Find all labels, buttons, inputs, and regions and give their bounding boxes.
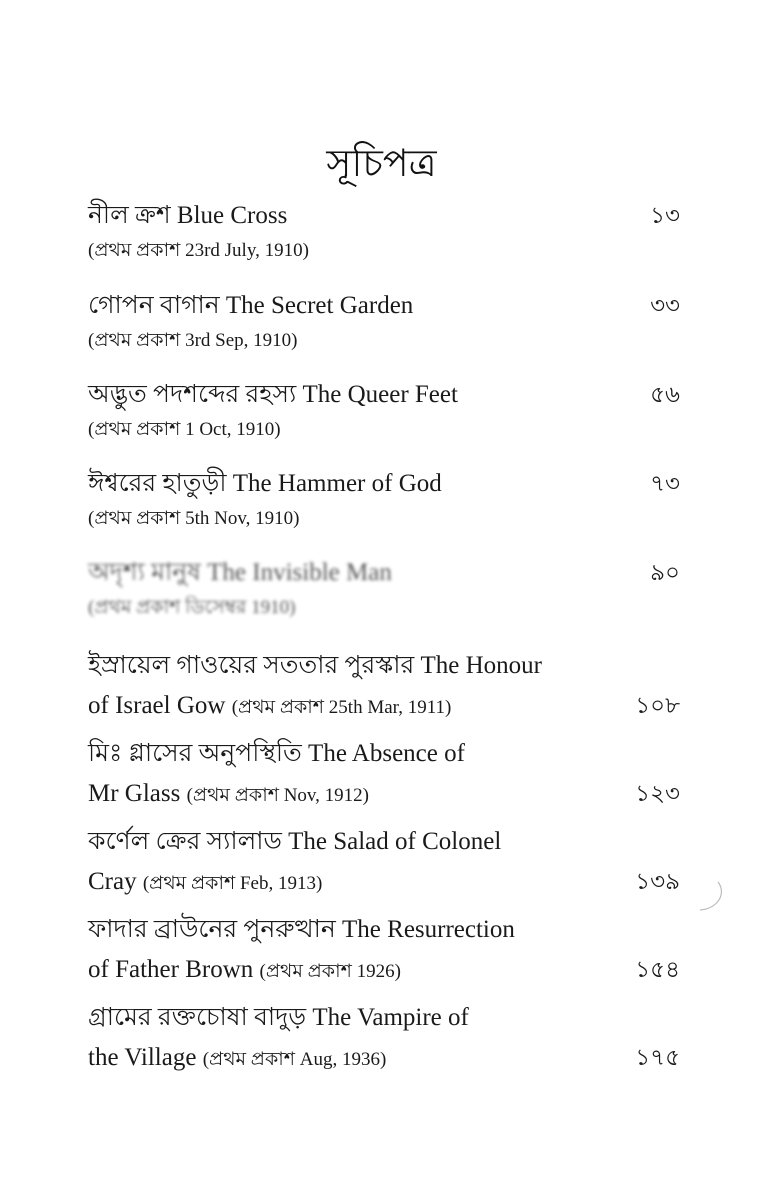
toc-entry-vampire-of-the-village bbox=[88, 998, 688, 1086]
pencil-mark-icon bbox=[690, 878, 730, 918]
entry-publication: (প্রথম প্রকাশ 1 Oct, 1910) bbox=[88, 419, 281, 440]
toc-entry-hammer-of-god bbox=[88, 464, 688, 553]
entry-title: ঈশ্বরের হাতুড়ী The Hammer of God bbox=[88, 470, 442, 497]
entry-title: ইস্রায়েল গাওয়ের সততার পুরস্কার The Honour bbox=[88, 652, 543, 679]
entry-title: গ্রামের রক্তচোষা বাদুড় The Vampire of bbox=[88, 1004, 469, 1031]
entry-title-part: the Village bbox=[88, 1044, 197, 1071]
toc-entry-secret-garden bbox=[88, 286, 688, 375]
entry-title: অদৃশ্য মানুষ The Invisible Man bbox=[88, 559, 392, 586]
entry-publication: (প্রথম প্রকাশ 3rd Sep, 1910) bbox=[88, 330, 298, 351]
entry-page-number: ১২৩ bbox=[635, 781, 680, 806]
entry-title-continued bbox=[88, 862, 688, 904]
toc-entry-resurrection-of-father-brown bbox=[88, 910, 688, 998]
entry-title-part: of Israel Gow bbox=[88, 692, 226, 719]
entry-title: ফাদার ব্রাউনের পুনরুত্থান The Resurrection bbox=[88, 916, 515, 943]
entry-publication: (প্রথম প্রকাশ 25th Mar, 1911) bbox=[231, 697, 452, 718]
table-of-contents bbox=[88, 196, 688, 1086]
entry-title-part: Cray bbox=[88, 868, 137, 895]
entry-publication: (প্রথম প্রকাশ ডিসেম্বর 1910) bbox=[88, 597, 296, 618]
entry-page-number: ১৫৪ bbox=[635, 957, 680, 982]
entry-title-continued bbox=[88, 774, 688, 816]
entry-title-continued bbox=[88, 950, 688, 992]
toc-entry-invisible-man bbox=[88, 553, 688, 646]
entry-title: মিঃ গ্লাসের অনুপস্থিতি The Absence of bbox=[88, 740, 465, 767]
entry-title-part: of Father Brown bbox=[88, 956, 254, 983]
entry-publication: (প্রথম প্রকাশ 5th Nov, 1910) bbox=[88, 508, 300, 529]
toc-entry-blue-cross bbox=[88, 196, 688, 286]
entry-page-number: ৫৬ bbox=[650, 382, 680, 407]
entry-publication: (প্রথম প্রকাশ Feb, 1913) bbox=[142, 873, 323, 894]
entry-publication: (প্রথম প্রকাশ 1926) bbox=[259, 961, 401, 982]
entry-title: গোপন বাগান The Secret Garden bbox=[88, 292, 414, 319]
entry-page-number: ১৩ bbox=[650, 203, 680, 228]
toc-entry-honour-of-israel-gow bbox=[88, 646, 688, 734]
entry-publication: (প্রথম প্রকাশ Aug, 1936) bbox=[202, 1049, 387, 1070]
entry-title: নীল ক্রশ Blue Cross bbox=[88, 202, 288, 229]
entry-title-continued bbox=[88, 1038, 688, 1080]
entry-page-number: ১০৮ bbox=[635, 693, 680, 718]
toc-entry-salad-of-colonel-cray bbox=[88, 822, 688, 910]
page-title: সূচিপত্র bbox=[326, 143, 437, 185]
entry-page-number: ৯০ bbox=[650, 560, 680, 585]
entry-title-part: Mr Glass bbox=[88, 780, 181, 807]
entry-publication: (প্রথম প্রকাশ 23rd July, 1910) bbox=[88, 240, 309, 261]
entry-page-number: ৩৩ bbox=[650, 293, 680, 318]
entry-page-number: ১৩৯ bbox=[635, 869, 680, 894]
entry-title: কর্ণেল ক্রের স্যালাড The Salad of Colonel bbox=[88, 828, 502, 855]
toc-entry-queer-feet bbox=[88, 375, 688, 464]
entry-publication: (প্রথম প্রকাশ Nov, 1912) bbox=[186, 785, 370, 806]
toc-entry-absence-of-mr-glass bbox=[88, 734, 688, 822]
entry-title-continued bbox=[88, 686, 688, 728]
entry-page-number: ১৭৫ bbox=[635, 1045, 680, 1070]
entry-title: অদ্ভুত পদশব্দের রহস্য The Queer Feet bbox=[88, 381, 458, 408]
entry-page-number: ৭৩ bbox=[650, 471, 680, 496]
